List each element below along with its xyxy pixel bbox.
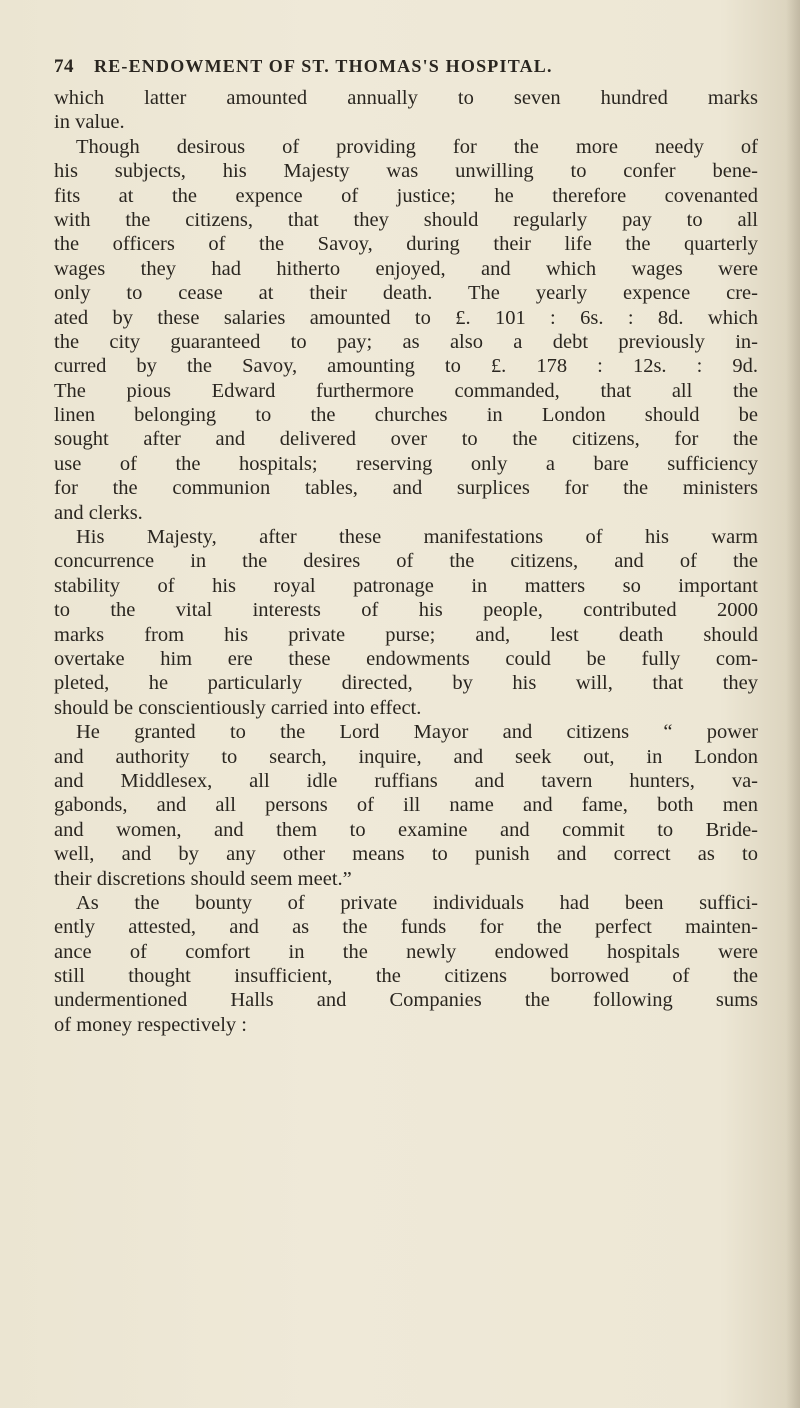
text-line: and Middlesex, all idle ruffians and tavern hunters, va- [54,769,758,792]
text-line: for the communion tables, and surplices for the ministers [54,477,758,500]
text-line: overtake him ere these endowments could be fully com- [54,647,758,670]
text-line: marks from his private purse; and, lest death should [54,623,758,646]
page-header [54,56,754,78]
text-line: concurrence in the desires of the citizens, and of the [54,550,758,573]
text-line: ance of comfort in the newly endowed hospitals were [54,940,758,963]
text-line: sought after and delivered over to the citizens, for the [54,428,758,451]
text-line: gabonds, and all persons of ill name and fame, both men [54,794,758,817]
text-line: fits at the expence of justice; he therefore covenanted [54,184,758,207]
page-number: 74 [54,56,74,77]
text-line: still thought insufficient, the citizens borrowed of the [54,965,758,988]
text-line: His Majesty, after these manifestations of his warm [76,526,758,549]
text-line: with the citizens, that they should regularly pay to all [54,208,758,231]
text-line: and authority to search, inquire, and seek out, in London [54,745,758,768]
text-line: his subjects, his Majesty was unwilling to confer bene- [54,160,758,183]
text-line: wages they had hitherto enjoyed, and which wages were [54,257,758,280]
text-line: should be conscientiously carried into effect. [54,696,422,719]
text-line: which latter amounted annually to seven hundred marks [54,87,758,109]
text-line: the city guaranteed to pay; as also a debt previously in- [54,330,758,353]
running-head: RE-ENDOWMENT OF ST. THOMAS'S HOSPITAL. [94,56,553,76]
body-text [54,86,758,1037]
text-line: Though desirous of providing for the more needy of [76,135,758,158]
text-line: curred by the Savoy, amounting to £. 178 : 12s. : 9d. [54,355,758,378]
text-line: to the vital interests of his people, contributed 2000 [54,599,758,622]
text-line: the officers of the Savoy, during their life the quarterly [54,233,758,256]
text-line: ated by these salaries amounted to £. 101 : 6s. : 8d. which [54,306,758,329]
text-line: and women, and them to examine and commit to Bride- [54,818,758,841]
text-line: stability of his royal patronage in matters so important [54,574,758,597]
text-line: use of the hospitals; reserving only a bare sufficiency [54,452,758,475]
text-line: undermentioned Halls and Companies the following sums [54,989,758,1012]
text-line: well, and by any other means to punish and correct as to [54,843,758,866]
text-line: linen belonging to the churches in London should be [54,404,758,427]
text-line: of money respectively : [54,1013,247,1036]
text-line: their discretions should seem meet.” [54,867,352,890]
text-line: The pious Edward furthermore commanded, that all the [54,379,758,402]
page-edge-shadow [786,0,800,1408]
text-line: and clerks. [54,501,143,524]
text-line: He granted to the Lord Mayor and citizens “ power [76,721,758,744]
text-line: in value. [54,111,125,134]
text-line: only to cease at their death. The yearly expence cre- [54,282,758,305]
text-line: ently attested, and as the funds for the perfect mainten- [54,916,758,939]
text-line: As the bounty of private individuals had been suffici- [76,891,758,914]
text-line: pleted, he particularly directed, by his will, that they [54,672,758,695]
